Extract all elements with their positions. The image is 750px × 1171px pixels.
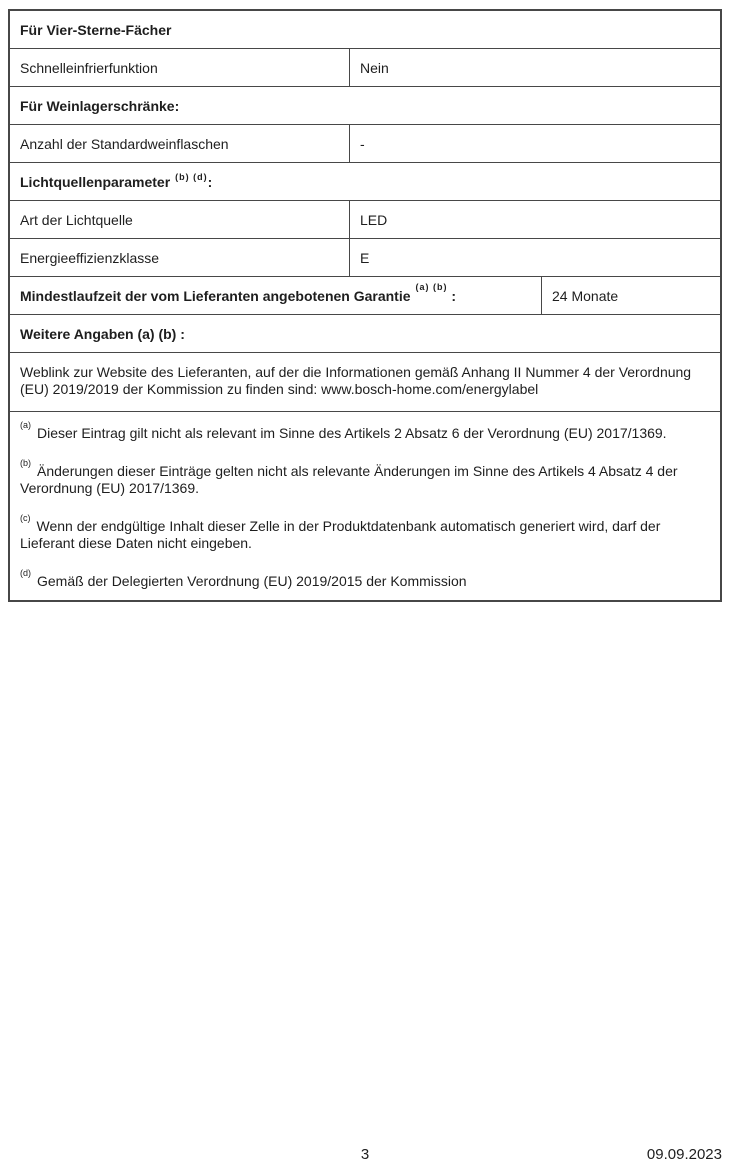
footnote-a bbox=[20, 420, 708, 442]
section-row-light-source bbox=[10, 163, 720, 201]
guarantee-label: Mindestlaufzeit der vom Lieferanten angebotenen Garantie bbox=[20, 287, 411, 304]
footnote-text: Dieser Eintrag gilt nicht als relevant im Sinne des Artikels 2 Absatz 6 der Verordnung (EU) 2017/1369. bbox=[37, 425, 667, 441]
section-heading: Weitere Angaben (a) (b) : bbox=[20, 325, 185, 342]
footnote-marker: (a) bbox=[20, 420, 31, 431]
section-suffix: : bbox=[207, 173, 213, 190]
spec-label: Energieeffizienzklasse bbox=[10, 239, 350, 276]
footnote-marker: (d) bbox=[20, 568, 31, 579]
footnotes-row bbox=[10, 412, 720, 600]
guarantee-suffix: : bbox=[447, 287, 457, 304]
spec-label-text bbox=[20, 281, 457, 304]
section-label: Lichtquellenparameter bbox=[20, 173, 171, 190]
section-heading: Für Weinlagerschränke: bbox=[20, 97, 180, 114]
footnote-b bbox=[20, 458, 708, 497]
section-row-wine-storage bbox=[10, 87, 720, 125]
spec-row-energy-class bbox=[10, 239, 720, 277]
supplier-weblink-text: Weblink zur Website des Lieferanten, auf der die Informationen gemäß Anhang II Nummer 4 der Verordnung (EU) 2019/2019 der Kommission zu finden sind: www.bosch-home.com/energylabel bbox=[20, 364, 692, 397]
footnote-text: Wenn der endgültige Inhalt dieser Zelle in der Produktdatenbank automatisch generiert wird, darf der Lieferant diese Daten nicht eingeben. bbox=[20, 518, 661, 551]
footnote-d bbox=[20, 568, 708, 590]
footnote-ref: (a) (b) bbox=[415, 281, 448, 292]
footnote-marker: (c) bbox=[20, 513, 31, 524]
footnotes-block bbox=[10, 412, 720, 600]
spec-label bbox=[10, 277, 542, 314]
spec-value: 24 Monate bbox=[552, 287, 619, 304]
footnote-c bbox=[20, 513, 708, 552]
footnote-text: Änderungen dieser Einträge gelten nicht als relevante Änderungen im Sinne des Artikels 4 Absatz 4 der Verordnung (EU) 2017/1369. bbox=[20, 463, 678, 496]
spec-row-fast-freeze bbox=[10, 49, 720, 87]
spec-row-wine-bottles bbox=[10, 125, 720, 163]
spec-row-light-type bbox=[10, 201, 720, 239]
spec-row-guarantee bbox=[10, 277, 720, 315]
spec-value: - bbox=[360, 135, 365, 152]
spec-label: Art der Lichtquelle bbox=[10, 201, 350, 238]
section-heading: Für Vier-Sterne-Fächer bbox=[20, 21, 172, 38]
spec-value: Nein bbox=[360, 59, 389, 76]
spec-label: Schnelleinfrierfunktion bbox=[10, 49, 350, 86]
footnote-marker: (b) bbox=[20, 458, 31, 469]
weblink-row bbox=[10, 353, 720, 412]
footer-date: 09.09.2023 bbox=[646, 1146, 722, 1163]
section-row-four-star bbox=[10, 11, 720, 49]
product-data-table bbox=[8, 9, 722, 602]
spec-value: E bbox=[360, 249, 370, 266]
spec-label: Anzahl der Standardweinflaschen bbox=[10, 125, 350, 162]
section-heading: Lichtquellenparameter $^{(b) (d)}$ : bbox=[20, 171, 213, 190]
page-number: 3 bbox=[360, 1146, 370, 1163]
section-row-further-details bbox=[10, 315, 720, 353]
spec-value: LED bbox=[360, 211, 388, 228]
footnote-text: Gemäß der Delegierten Verordnung (EU) 2019/2015 der Kommission bbox=[37, 573, 467, 589]
